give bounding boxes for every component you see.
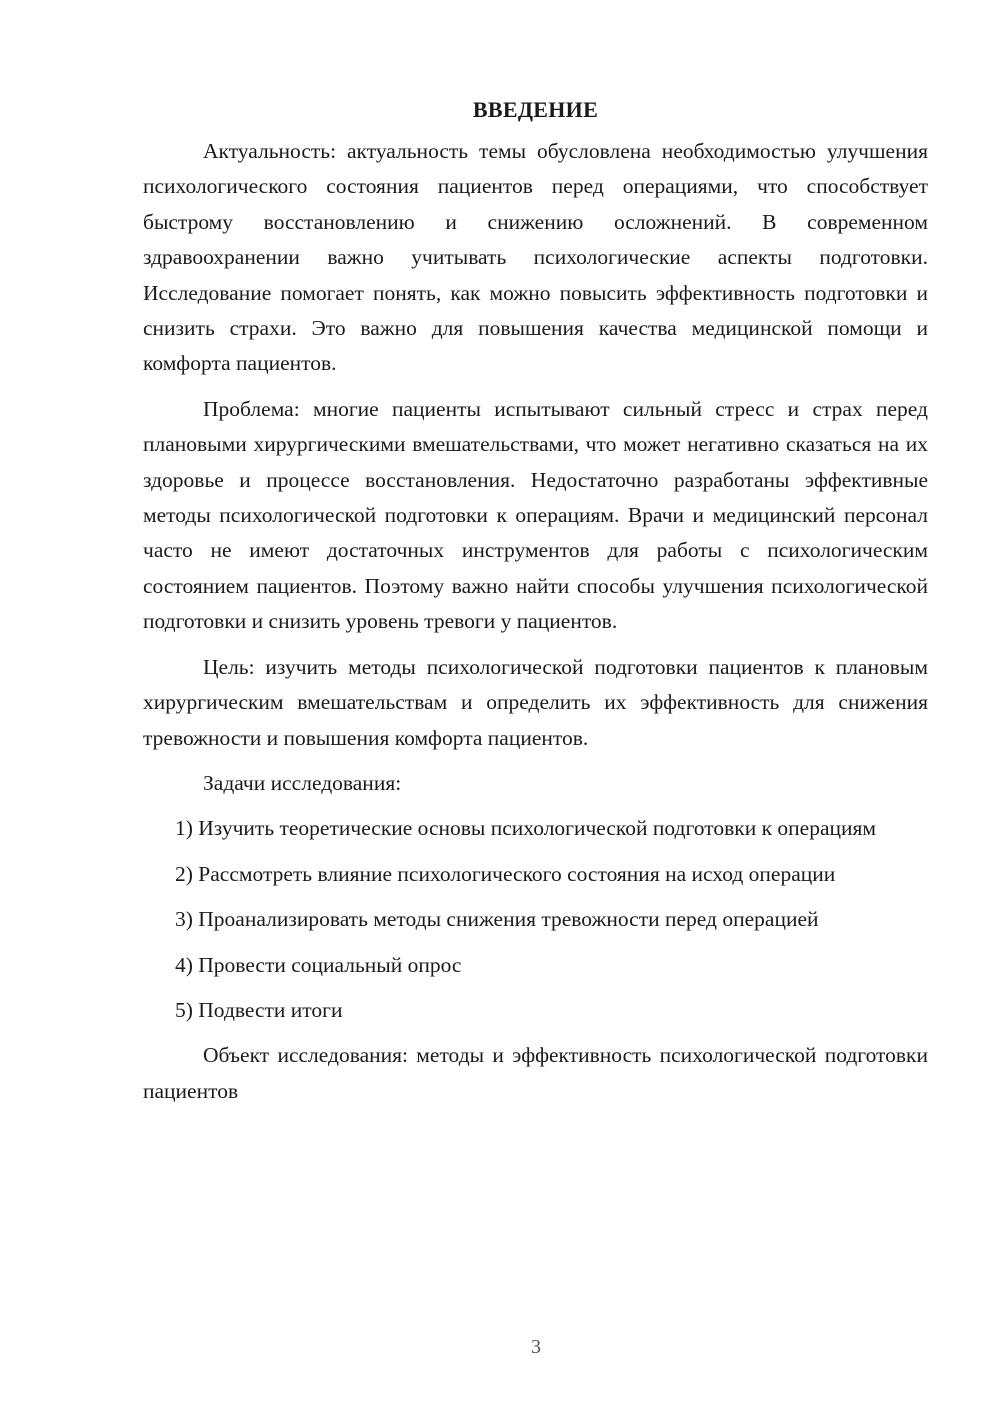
object-paragraph: Объект исследования: методы и эффективность психологической подготовки пациентов [143,1043,928,1103]
section-title: ВВЕДЕНИЕ [472,97,599,122]
task-item: 3) Проанализировать методы снижения тревожности перед операцией [175,907,819,932]
tasks-heading: Задачи исследования: [203,770,402,795]
page-content [143,94,928,1119]
goal-paragraph: Цель: изучить методы психологической подготовки пациентов к плановым хирургическим вмешательствам и определить их эффективность для снижения тревожности и повышения комфорта пациентов. [143,654,928,750]
task-item: 1) Изучить теоретические основы психологической подготовки к операциям [175,816,876,841]
relevance-paragraph: Актуальность: актуальность темы обусловлена необходимостью улучшения психологического состояния пациентов перед операциями, что способствует быстрому восстановлению и снижению осложнений. В современном здравоохранении важно учитывать психологические аспекты подготовки. Исследование помогает понять, как можно повысить эффективность подготовки и снизить страхи. Это важно для повышения качества медицинской помощи и комфорта пациентов. [143,139,928,376]
tasks-list [143,811,928,1028]
task-item: 5) Подвести итоги [175,997,343,1022]
task-item: 4) Провести социальный опрос [175,952,462,977]
task-item: 2) Рассмотреть влияние психологического состояния на исход операции [175,861,836,886]
problem-paragraph: Проблема: многие пациенты испытывают сильный стресс и страх перед плановыми хирургическими вмешательствами, что может негативно сказаться на их здоровье и процессе восстановления. Недостаточно разработаны эффективные методы психологической подготовки к операциям. Врачи и медицинский персонал часто не имеют достаточных инструментов для работы с психологическим состоянием пациентов. Поэтому важно найти способы улучшения психологической подготовки и снизить уровень тревоги у пациентов. [143,396,928,634]
page-number: 3 [531,1336,541,1358]
